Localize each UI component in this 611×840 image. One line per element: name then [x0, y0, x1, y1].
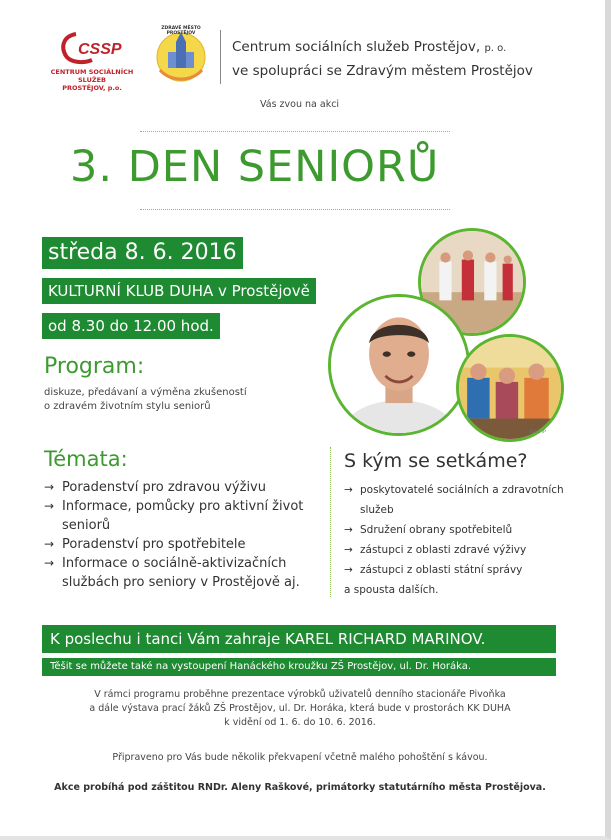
refreshment-note: Připraveno pro Vás bude několik překvapení včetně malého pohoštění s kávou.	[112, 752, 488, 763]
list-item: → zástupci z oblasti zdravé výživy	[344, 540, 564, 560]
participants-list	[344, 480, 564, 600]
photo-seniors-group	[456, 334, 564, 442]
program-text: diskuze, předávaní a výměna zkušeností o zdravém životním stylu seniorů	[44, 387, 247, 412]
arrow-right-icon: →	[344, 544, 353, 556]
arrow-right-icon: →	[344, 484, 353, 496]
list-item: → Informace o sociálně-aktivizačních službách pro seniory v Prostějově aj.	[44, 556, 300, 590]
list-item: → poskytovatelé sociálních a zdravotních služeb	[344, 480, 564, 520]
title-divider-bottom	[140, 209, 450, 210]
list-item: → Poradenství pro zdravou výživu	[44, 480, 266, 495]
list-item: → Sdružení obrany spotřebitelů	[344, 520, 564, 540]
arrow-right-icon: →	[44, 480, 55, 494]
patronage-note: Akce probíhá pod záštitou RNDr. Aleny Raškové, primátorky statutárního města Prostějova.	[54, 782, 546, 793]
header-divider	[220, 30, 221, 84]
list-item: → Poradenství pro spotřebitele	[44, 537, 246, 552]
title-divider-top	[140, 131, 450, 132]
event-date: středa 8. 6. 2016	[42, 237, 243, 269]
arrow-right-icon: →	[44, 499, 55, 513]
photo-man-portrait	[328, 294, 470, 436]
cssp-logo	[36, 30, 146, 90]
arrow-right-icon: →	[344, 564, 353, 576]
participants-heading: S kým se setkáme?	[344, 450, 528, 472]
event-venue: KULTURNÍ KLUB DUHA v Prostějově	[42, 278, 316, 304]
exhibition-info: V rámci programu proběhne prezentace výrobků uživatelů denního stacionáře Pivoňka a dále výstava prací žáků ZŠ Prostějov, ul. Dr. Horáka, která bude v prostorách KK DUHA k vidění od 1. 6. do 10. 6. 2016.	[89, 689, 511, 728]
cssp-logo-text: CENTRUM SOCIÁLNÍCH SLUŽEB PROSTĚJOV, p.o.	[50, 68, 134, 92]
arrow-right-icon: →	[44, 556, 55, 570]
arrow-right-icon: →	[344, 524, 353, 536]
seniors-group-image	[459, 337, 561, 439]
organizer-name: Centrum sociálních služeb Prostějov, p. o.	[232, 39, 507, 55]
partner-line: ve spolupráci se Zdravým městem Prostějov	[232, 63, 533, 79]
topics-heading: Témata:	[44, 447, 128, 471]
cssp-logo-icon	[58, 30, 142, 66]
folk-group-banner: Těšit se můžete také na vystoupení Hanáckého kroužku ZŠ Prostějov, ul. Dr. Horáka.	[42, 658, 556, 676]
music-banner: K poslechu i tanci Vám zahraje KAREL RICHARD MARINOV.	[42, 625, 556, 653]
program-heading: Program:	[44, 354, 145, 379]
cssp-logo-letters: CSSP	[78, 41, 122, 58]
zdrave-mesto-text: ZDRAVÉ MĚSTO PROSTĚJOV	[161, 26, 201, 36]
topics-list	[44, 478, 324, 592]
zdrave-mesto-logo	[150, 24, 212, 86]
event-time: od 8.30 do 12.00 hod.	[42, 313, 220, 339]
event-title: 3. DEN SENIORŮ	[70, 142, 440, 192]
list-item: → zástupci z oblasti státní správy	[344, 560, 564, 580]
man-portrait-image	[331, 297, 467, 433]
invite-text: Vás zvou na akci	[260, 99, 340, 110]
column-divider	[330, 447, 331, 597]
photo-credit: foto: IP	[530, 430, 546, 435]
list-item: → Informace, pomůcky pro aktivní život seniorů	[44, 499, 304, 533]
participants-tail: a spousta dalších.	[344, 584, 439, 596]
arrow-right-icon: →	[44, 537, 55, 551]
